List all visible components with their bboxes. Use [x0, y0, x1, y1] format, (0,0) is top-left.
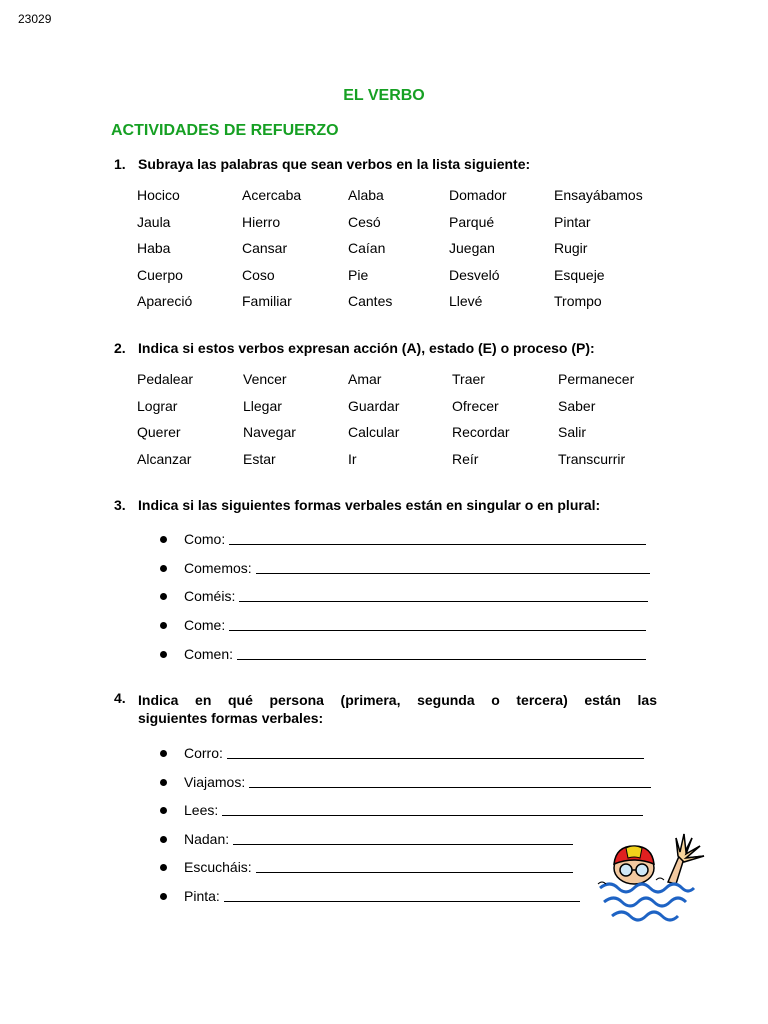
answer-label: Lees:	[184, 802, 219, 819]
word-item: Pintar	[554, 213, 591, 230]
answer-blank[interactable]	[256, 872, 573, 873]
bullet-icon	[160, 651, 167, 658]
question-text-line-1: Indica en qué persona (primera, segunda o tercera) están las	[138, 692, 657, 708]
word-item: Alaba	[348, 187, 384, 203]
page-subtitle: ACTIVIDADES DE REFUERZO	[111, 122, 339, 139]
answer-blank[interactable]	[256, 573, 650, 574]
answer-label: Pinta:	[184, 888, 220, 904]
word-item: Jaula	[137, 213, 171, 230]
answer-blank[interactable]	[229, 544, 646, 545]
word-item: Caían	[348, 240, 386, 257]
word-item: Desveló	[449, 266, 500, 283]
word-item: Acercaba	[242, 187, 302, 203]
word-item: Guardar	[348, 397, 400, 414]
word-item: Cansar	[242, 240, 288, 257]
bullet-icon	[160, 836, 167, 843]
word-item: Saber	[558, 397, 596, 414]
word-item: Recordar	[452, 424, 510, 441]
word-item: Haba	[137, 240, 171, 257]
question-number: 1.	[114, 156, 126, 172]
question-number: 4.	[114, 690, 126, 706]
word-item: Domador	[449, 187, 507, 203]
bullet-icon	[160, 864, 167, 871]
answer-blank[interactable]	[222, 815, 643, 816]
word-item: Amar	[348, 371, 382, 387]
word-item: Pedalear	[137, 371, 194, 387]
page-number: 23029	[18, 12, 52, 26]
word-item: Cantes	[348, 293, 393, 310]
word-item: Calcular	[348, 424, 400, 441]
answer-blank[interactable]	[249, 787, 651, 788]
word-item: Estar	[243, 450, 276, 467]
word-item: Familiar	[242, 293, 292, 310]
swimmer-illustration	[596, 832, 712, 928]
answer-label: Comemos:	[184, 559, 252, 576]
question-number: 2.	[114, 340, 126, 356]
bullet-icon	[160, 807, 167, 814]
word-item: Ofrecer	[452, 397, 499, 414]
question-text: Indica si estos verbos expresan acción (A), estado (E) o proceso (P):	[138, 340, 595, 356]
answer-label: Corro:	[184, 745, 223, 761]
question-text: Subraya las palabras que sean verbos en la lista siguiente:	[138, 156, 531, 172]
word-item: Traer	[452, 371, 485, 387]
word-item: Trompo	[554, 293, 602, 310]
answer-blank[interactable]	[229, 630, 646, 631]
question-number: 3.	[114, 497, 126, 513]
bullet-icon	[160, 779, 167, 786]
answer-label: Come:	[184, 617, 226, 634]
bullet-icon	[160, 750, 167, 757]
bullet-icon	[160, 593, 167, 600]
answer-blank[interactable]	[233, 844, 573, 845]
word-item: Parqué	[449, 213, 495, 230]
answer-blank[interactable]	[224, 901, 580, 902]
answer-blank[interactable]	[237, 659, 646, 660]
answer-label: Escucháis:	[184, 859, 252, 876]
answer-blank[interactable]	[239, 601, 648, 602]
question-text: Indica si las siguientes formas verbales están en singular o en plural:	[138, 497, 601, 513]
word-item: Coso	[242, 266, 275, 283]
word-item: Llegar	[243, 397, 282, 414]
bullet-icon	[160, 536, 167, 543]
question-text-line-2: siguientes formas verbales:	[138, 710, 324, 726]
word-item: Navegar	[243, 424, 296, 441]
word-item: Alcanzar	[137, 450, 192, 467]
word-item: Juegan	[449, 240, 495, 257]
answer-label: Viajamos:	[184, 773, 246, 790]
answer-label: Coméis:	[184, 588, 236, 605]
word-item: Ir	[348, 450, 357, 467]
word-item: Querer	[137, 424, 181, 441]
word-item: Esqueje	[554, 266, 605, 283]
word-item: Cesó	[348, 213, 381, 230]
answer-label: Nadan:	[184, 830, 230, 847]
word-item: Hierro	[242, 213, 281, 230]
word-item: Reír	[452, 450, 479, 467]
word-item: Ensayábamos	[554, 187, 643, 203]
word-item: Llevé	[449, 293, 483, 310]
word-item: Salir	[558, 424, 587, 441]
answer-label: Como:	[184, 531, 226, 547]
word-item: Rugir	[554, 240, 588, 257]
answer-blank[interactable]	[227, 758, 644, 759]
bullet-icon	[160, 893, 167, 900]
word-item: Pie	[348, 266, 369, 283]
word-item: Transcurrir	[558, 450, 626, 467]
word-item: Vencer	[243, 371, 287, 387]
word-item: Permanecer	[558, 371, 635, 387]
bullet-icon	[160, 565, 167, 572]
bullet-icon	[160, 622, 167, 629]
word-item: Lograr	[137, 397, 178, 414]
page-title: EL VERBO	[343, 87, 425, 104]
answer-label: Comen:	[184, 645, 234, 662]
word-item: Hocico	[137, 187, 180, 203]
word-item: Cuerpo	[137, 266, 183, 283]
word-item: Apareció	[137, 293, 193, 310]
